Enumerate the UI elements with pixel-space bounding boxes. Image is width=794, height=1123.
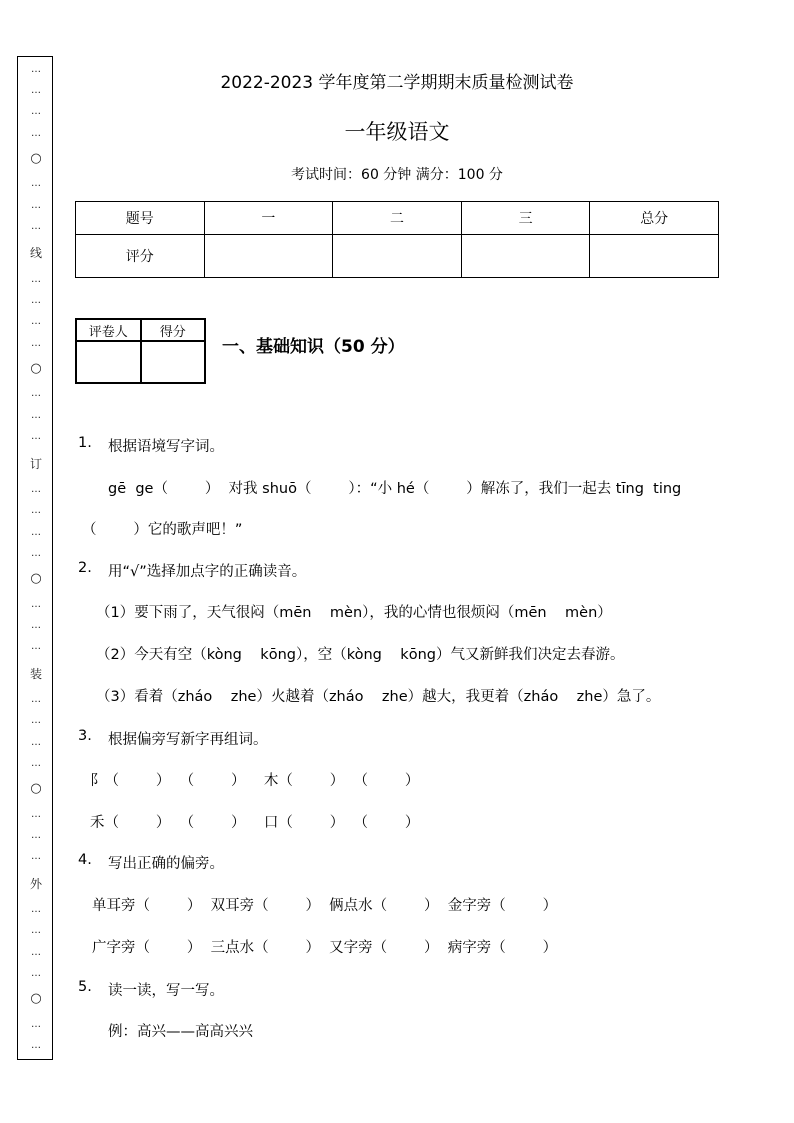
binding-dots: … [31, 127, 41, 139]
binding-dots: … [31, 85, 41, 97]
grader-header-cell: 评卷人 [76, 319, 141, 341]
binding-dots: … [31, 431, 41, 443]
binding-dots: … [31, 388, 41, 400]
question-prompt: 用“√”选择加点字的正确读音。 [108, 564, 307, 580]
binding-dots: … [31, 273, 41, 285]
binding-dots: … [31, 199, 41, 211]
binding-dots: … [31, 808, 41, 820]
question-line: 阝（ ） （ ） 木（ ） （ ） [90, 773, 420, 789]
score-cell[interactable] [590, 235, 719, 278]
question-prompt: 根据偏旁写新字再组词。 [108, 732, 268, 748]
binding-dots: … [31, 693, 41, 705]
binding-dots: … [31, 178, 41, 190]
question-line: gē ge（ ） 对我 shuō（ ）：“小 hé（ ）解冻了，我们一起去 tīng ting [108, 481, 682, 497]
binding-dots: … [31, 106, 41, 118]
question-item: （3）看着（zháo zhe）火越着（zháo zhe）越大，我更着（zháo zhe）急了。 [96, 689, 661, 705]
grader-cell[interactable] [76, 341, 141, 383]
question-prompt: 读一读，写一写。 [108, 983, 224, 999]
exam-info: 考试时间：60 分钟 满分：100 分 [291, 167, 503, 183]
binding-dots: … [31, 757, 41, 769]
score-header-cell: 一 [204, 202, 333, 235]
binding-dots: … [31, 619, 41, 631]
score-row-label: 评分 [76, 235, 205, 278]
section-title: 一、基础知识（50 分） [222, 337, 405, 357]
binding-circle-mark: ○ [30, 781, 42, 797]
grader-header-cell: 得分 [141, 319, 206, 341]
binding-dots: … [31, 946, 41, 958]
binding-circle-mark: ○ [30, 991, 42, 1007]
question-item: （2）今天有空（kòng kōng），空（kòng kōng）气又新鲜我们决定去春游。 [96, 647, 625, 663]
binding-dots: … [31, 1018, 41, 1030]
grader-header-row [76, 319, 205, 341]
binding-dots: … [31, 221, 41, 233]
exam-title: 2022-2023 学年度第二学期期末质量检测试卷 [220, 73, 574, 93]
binding-dots: … [31, 830, 41, 842]
binding-dots: … [31, 598, 41, 610]
grader-table [75, 318, 206, 384]
binding-dots: … [31, 547, 41, 559]
binding-word: 装 [29, 666, 42, 681]
binding-word: 线 [29, 246, 42, 261]
binding-margin [17, 56, 53, 1060]
question-line: 单耳旁（ ） 双耳旁（ ） 俩点水（ ） 金字旁（ ） [92, 898, 558, 914]
binding-dots: … [31, 526, 41, 538]
score-cell[interactable] [461, 235, 590, 278]
grader-score-cell[interactable] [141, 341, 206, 383]
binding-dots: … [31, 337, 41, 349]
binding-circle-mark: ○ [30, 151, 42, 167]
question-item: （1）要下雨了，天气很闷（mēn mèn），我的心情也很烦闷（mēn mèn） [96, 605, 612, 621]
binding-dots: … [31, 505, 41, 517]
binding-dots: … [31, 295, 41, 307]
binding-dots: … [31, 968, 41, 980]
score-cell[interactable] [204, 235, 333, 278]
question-line: 广字旁（ ） 三点水（ ） 又字旁（ ） 病字旁（ ） [92, 940, 558, 956]
question-prompt: 写出正确的偏旁。 [108, 856, 224, 872]
example-line: 例：高兴——高高兴兴 [108, 1024, 253, 1040]
question-number: 1. [78, 435, 92, 451]
question-line: （ ）它的歌声吧！” [82, 522, 243, 538]
grader-input-row [76, 341, 205, 383]
score-cell[interactable] [333, 235, 462, 278]
score-header-cell: 总分 [590, 202, 719, 235]
subject-title: 一年级语文 [344, 120, 450, 144]
question-prompt: 根据语境写字词。 [108, 439, 224, 455]
binding-dots: … [31, 1040, 41, 1052]
binding-word: 外 [29, 876, 42, 891]
question-number: 5. [78, 979, 92, 995]
question-number: 4. [78, 852, 92, 868]
score-header-cell: 三 [461, 202, 590, 235]
binding-dots: … [31, 316, 41, 328]
question-line: 禾（ ） （ ） 口（ ） （ ） [90, 815, 420, 831]
score-table-header-row [76, 202, 719, 235]
binding-dots: … [31, 409, 41, 421]
binding-dots: … [31, 736, 41, 748]
binding-dots: … [31, 851, 41, 863]
binding-dots: … [31, 63, 41, 75]
binding-circle-mark: ○ [30, 571, 42, 587]
binding-dots: … [31, 904, 41, 916]
score-header-cell: 题号 [76, 202, 205, 235]
binding-dots: … [31, 483, 41, 495]
binding-circle-mark: ○ [30, 361, 42, 377]
binding-dots: … [31, 925, 41, 937]
binding-dots: … [31, 641, 41, 653]
score-header-cell: 二 [333, 202, 462, 235]
binding-dots: … [31, 715, 41, 727]
score-table-score-row [76, 235, 719, 278]
question-number: 3. [78, 728, 92, 744]
question-number: 2. [78, 560, 92, 576]
binding-cut-line [24, 59, 48, 1057]
binding-word: 订 [29, 456, 42, 471]
score-table [75, 201, 719, 278]
